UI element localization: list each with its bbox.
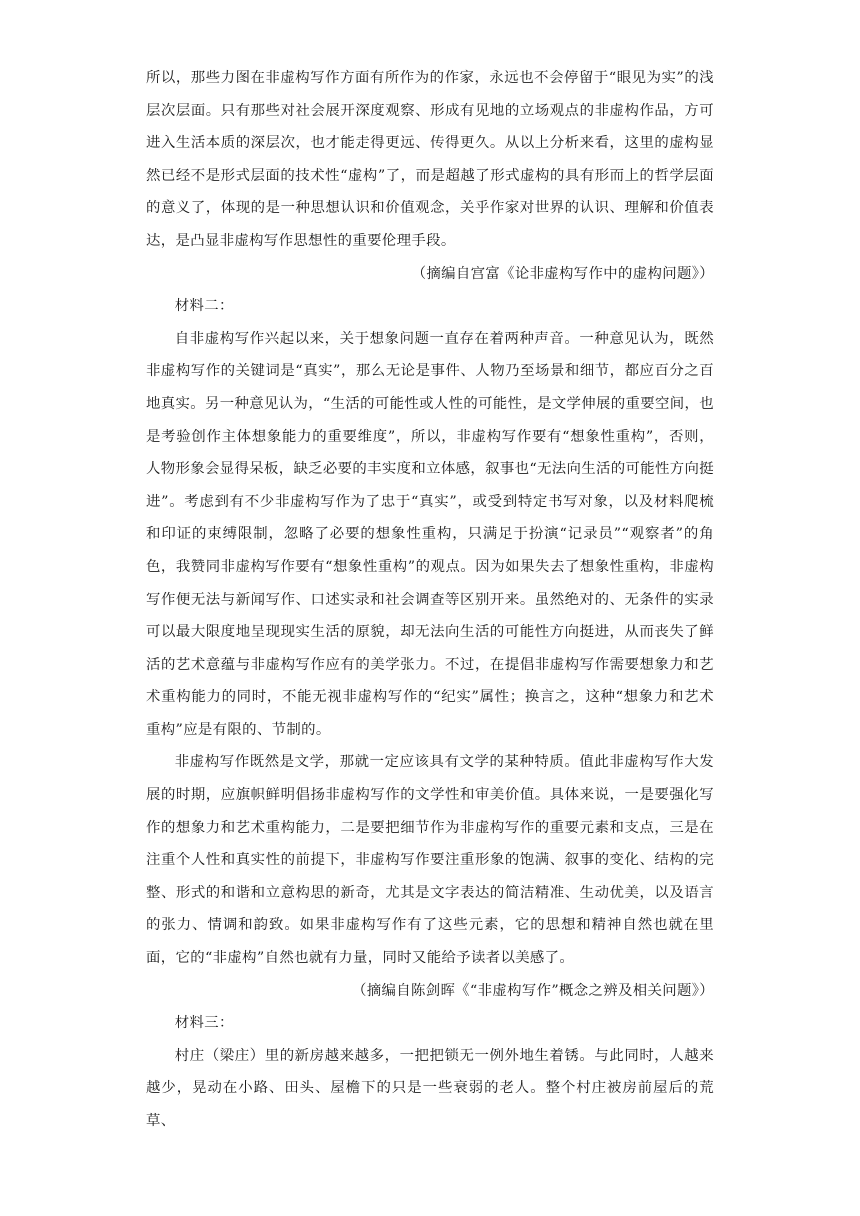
material-three-heading: 材料三： (174, 1015, 234, 1032)
paragraph-material-three-first: 村庄（梁庄）里的新房越来越多，一把把锁无一例外地生着锈。与此同时，人越来越少，晃动在小路、田头、屋檐下的只是一些衰弱的老人。整个村庄被房前屋后的荒草、 (146, 1047, 714, 1129)
source-citation-two: （摘编自陈剑晖《“非虚构写作”概念之辨及相关问题》） (352, 982, 714, 999)
paragraph-material-two-second: 非虚构写作既然是文学，那就一定应该具有文学的某种特质。值此非虚构写作大发展的时期，应旗帜鲜明倡扬非虚构写作的文学性和审美价值。具体来说，一是要强化写作的想象力和艺术重构能力，二是要把细节作为非虚构写作的重要元素和支点，三是在注重个人性和真实性的前提下，非虚构写作要注重形象的饱满、叙事的变化、结构的完整、形式的和谐和立意构思的新奇，尤其是文字表达的简洁精准、生动优美，以及语言的张力、情调和韵致。如果非虚构写作有了这些元素，它的思想和精神自然也就在里面，它的“非虚构”自然也就有力量，同时又能给予读者以美感了。 (146, 754, 714, 967)
paragraph-material-one-conclusion: 所以，那些力图在非虚构写作方面有所作为的作家，永远也不会停留于“眼见为实”的浅层次层面。只有那些对社会展开深度观察、形成有见地的立场观点的非虚构作品，方可进入生活本质的深层次，也才能走得更远、传得更久。从以上分析来看，这里的虚构显然已经不是形式层面的技术性“虚构”了，而是超越了形式虚构的具有形而上的哲学层面的意义了，体现的是一种思想认识和价值观念，关乎作家对世界的认识、理解和价值表达，是凸显非虚构写作思想性的重要伦理手段。 (146, 70, 714, 249)
source-citation-one: （摘编自宫富《论非虚构写作中的虚构问题》） (411, 265, 714, 282)
material-two-heading: 材料二： (174, 298, 234, 315)
document-page (146, 62, 714, 1138)
paragraph-material-two-first: 自非虚构写作兴起以来，关于想象问题一直存在着两种声音。一种意见认为，既然非虚构写作的关键词是“真实”，那么无论是事件、人物乃至场景和细节，都应百分之百地真实。另一种意见认为，“生活的可能性或人性的可能性，是文学伸展的重要空间，也是考验创作主体想象能力的重要维度”，所以，非虚构写作要有“想象性重构”，否则，人物形象会显得呆板，缺乏必要的丰实度和立体感，叙事也“无法向生活的可能性方向挺进”。考虑到有不少非虚构写作为了忠于“真实”，或受到特定书写对象，以及材料爬梳和印证的束缚限制，忽略了必要的想象性重构，只满足于扮演“记录员”“观察者”的角色，我赞同非虚构写作要有“想象性重构”的观点。因为如果失去了想象性重构，非虚构写作便无法与新闻写作、口述实录和社会调查等区别开来。虽然绝对的、无条件的实录可以最大限度地呈现现实生活的原貌，却无法向生活的可能性方向挺进，从而丧失了鲜活的艺术意蕴与非虚构写作应有的美学张力。不过，在提倡非虚构写作需要想象力和艺术重构能力的同时，不能无视非虚构写作的“纪实”属性；换言之，这种“想象力和艺术重构”应是有限的、节制的。 (146, 330, 714, 738)
